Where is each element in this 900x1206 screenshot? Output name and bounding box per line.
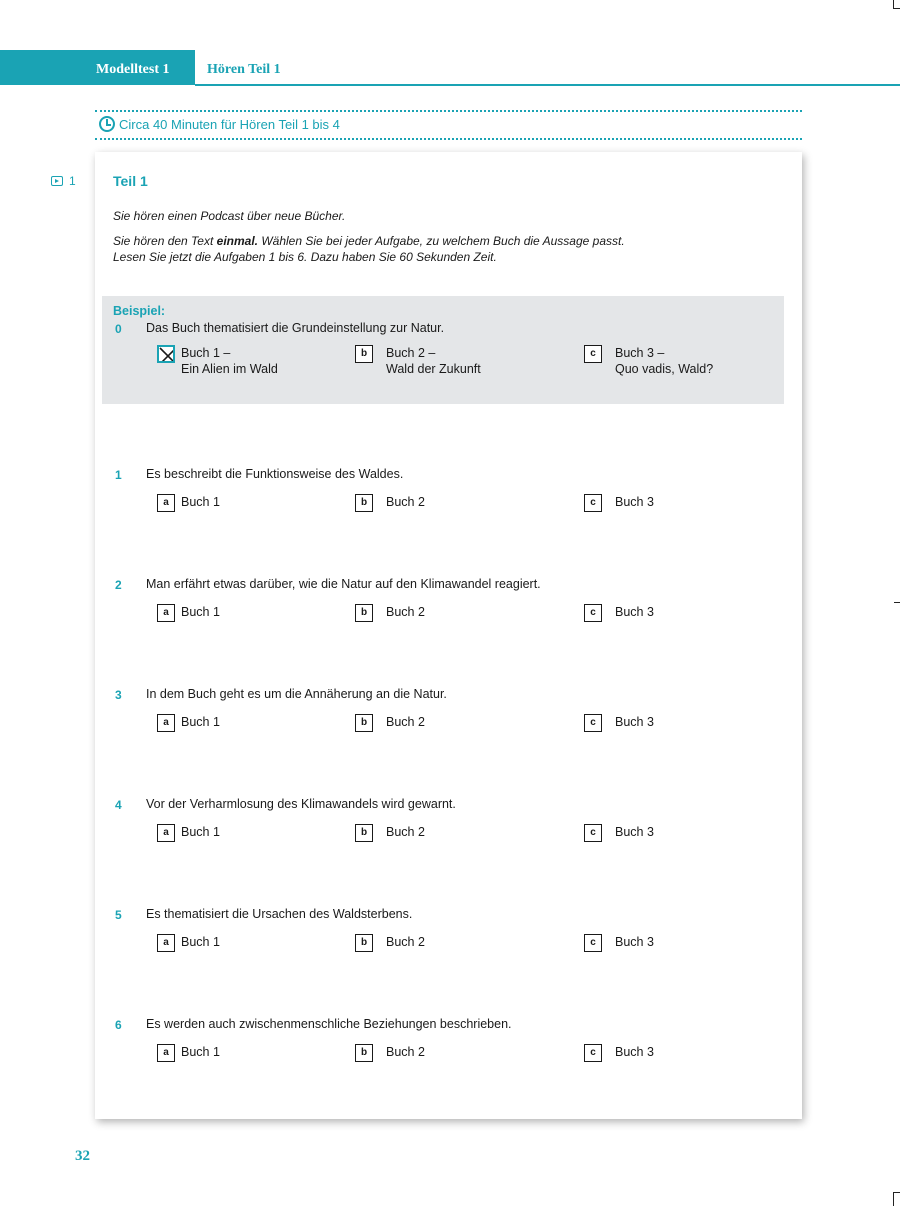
crop-mark (893, 1192, 900, 1193)
question-number: 3 (115, 688, 122, 702)
answer-option-a[interactable] (157, 1044, 220, 1062)
example-option-a (157, 345, 278, 377)
crop-mark (893, 1192, 894, 1206)
option-label: Buch 2 (386, 715, 425, 729)
option-label: Buch 3 (615, 1045, 654, 1059)
divider-top (95, 110, 802, 112)
option-letter-box: b (355, 345, 373, 363)
answer-option-a[interactable] (157, 934, 220, 952)
option-checkbox[interactable]: a (157, 1044, 175, 1062)
option-label: Buch 2 (386, 495, 425, 509)
crop-mark (894, 602, 900, 603)
question-text: In dem Buch geht es um die Annäherung an die Natur. (146, 687, 447, 701)
example-label: Beispiel: (113, 304, 166, 318)
crop-mark (893, 0, 894, 8)
option-checkbox[interactable]: b (355, 494, 373, 512)
option-label: Buch 2 (386, 605, 425, 619)
task-title: Teil 1 (113, 173, 148, 189)
time-banner (99, 116, 340, 132)
option-checkbox[interactable]: a (157, 934, 175, 952)
question-text: Vor der Verharmlosung des Klimawandels wird gewarnt. (146, 797, 456, 811)
question-number: 1 (115, 468, 122, 482)
option-label: Buch 2 (386, 1045, 425, 1059)
example-option-c (584, 345, 713, 377)
answer-option-b[interactable] (355, 714, 425, 732)
answer-option-b[interactable] (355, 934, 425, 952)
example-option-b (355, 345, 481, 377)
option-checkbox[interactable]: b (355, 604, 373, 622)
answer-option-b[interactable] (355, 604, 425, 622)
divider-bottom (95, 138, 802, 140)
header-rule (195, 84, 900, 86)
task-instructions: Sie hören den Text einmal. Wählen Sie bei jeder Aufgabe, zu welchem Buch die Aussage passt. Lesen Sie jetzt die Aufgaben 1 bis 6. Dazu haben Sie 60 Sekunden Zeit. (113, 234, 625, 264)
option-checkbox[interactable]: b (355, 1044, 373, 1062)
audio-play-icon (51, 176, 63, 186)
answer-option-c[interactable] (584, 714, 654, 732)
question-text: Es beschreibt die Funktionsweise des Waldes. (146, 467, 404, 481)
example-option-a-label: Buch 1 – Ein Alien im Wald (181, 346, 278, 376)
example-option-b-label: Buch 2 – Wald der Zukunft (386, 346, 481, 376)
header-title: Modelltest 1 (96, 62, 170, 77)
example-option-c-label: Buch 3 – Quo vadis, Wald? (615, 346, 714, 376)
question-text: Es thematisiert die Ursachen des Waldsterbens. (146, 907, 413, 921)
audio-track-number: 1 (69, 174, 76, 188)
question-text: Es werden auch zwischenmenschliche Beziehungen beschrieben. (146, 1017, 512, 1031)
answer-option-b[interactable] (355, 1044, 425, 1062)
option-label: Buch 2 (386, 935, 425, 949)
option-checkbox[interactable]: a (157, 494, 175, 512)
option-checkbox[interactable]: a (157, 714, 175, 732)
audio-track[interactable] (51, 174, 76, 188)
option-label: Buch 1 (181, 1045, 220, 1059)
example-number: 0 (115, 322, 122, 336)
answer-option-b[interactable] (355, 494, 425, 512)
option-checkbox[interactable]: c (584, 494, 602, 512)
option-checkbox[interactable]: b (355, 934, 373, 952)
option-label: Buch 2 (386, 825, 425, 839)
option-checkbox[interactable]: c (584, 934, 602, 952)
option-label: Buch 1 (181, 715, 220, 729)
option-checkbox[interactable]: c (584, 604, 602, 622)
question-number: 4 (115, 798, 122, 812)
answer-option-b[interactable] (355, 824, 425, 842)
example-text: Das Buch thematisiert die Grundeinstellung zur Natur. (146, 321, 445, 335)
clock-icon (99, 116, 115, 132)
checked-box-icon (157, 345, 175, 363)
answer-option-a[interactable] (157, 494, 220, 512)
option-checkbox[interactable]: c (584, 824, 602, 842)
answer-option-c[interactable] (584, 1044, 654, 1062)
answer-option-a[interactable] (157, 824, 220, 842)
option-checkbox[interactable]: b (355, 824, 373, 842)
option-checkbox[interactable]: a (157, 824, 175, 842)
task-intro: Sie hören einen Podcast über neue Bücher. (113, 209, 346, 223)
option-label: Buch 3 (615, 825, 654, 839)
answer-option-c[interactable] (584, 494, 654, 512)
answer-option-c[interactable] (584, 824, 654, 842)
option-label: Buch 1 (181, 935, 220, 949)
answer-option-c[interactable] (584, 604, 654, 622)
question-text: Man erfährt etwas darüber, wie die Natur auf den Klimawandel reagiert. (146, 577, 541, 591)
question-number: 6 (115, 1018, 122, 1032)
option-label: Buch 1 (181, 825, 220, 839)
option-checkbox[interactable]: b (355, 714, 373, 732)
option-checkbox[interactable]: c (584, 714, 602, 732)
option-label: Buch 3 (615, 495, 654, 509)
option-label: Buch 3 (615, 715, 654, 729)
option-label: Buch 3 (615, 935, 654, 949)
header-section: Hören Teil 1 (207, 62, 281, 77)
answer-option-a[interactable] (157, 604, 220, 622)
answer-option-a[interactable] (157, 714, 220, 732)
question-number: 5 (115, 908, 122, 922)
option-label: Buch 3 (615, 605, 654, 619)
page-number: 32 (75, 1148, 90, 1164)
option-label: Buch 1 (181, 605, 220, 619)
option-checkbox[interactable]: a (157, 604, 175, 622)
option-checkbox[interactable]: c (584, 1044, 602, 1062)
option-letter-box: c (584, 345, 602, 363)
answer-option-c[interactable] (584, 934, 654, 952)
question-number: 2 (115, 578, 122, 592)
time-banner-text: Circa 40 Minuten für Hören Teil 1 bis 4 (119, 116, 340, 132)
crop-mark (893, 8, 900, 9)
option-label: Buch 1 (181, 495, 220, 509)
